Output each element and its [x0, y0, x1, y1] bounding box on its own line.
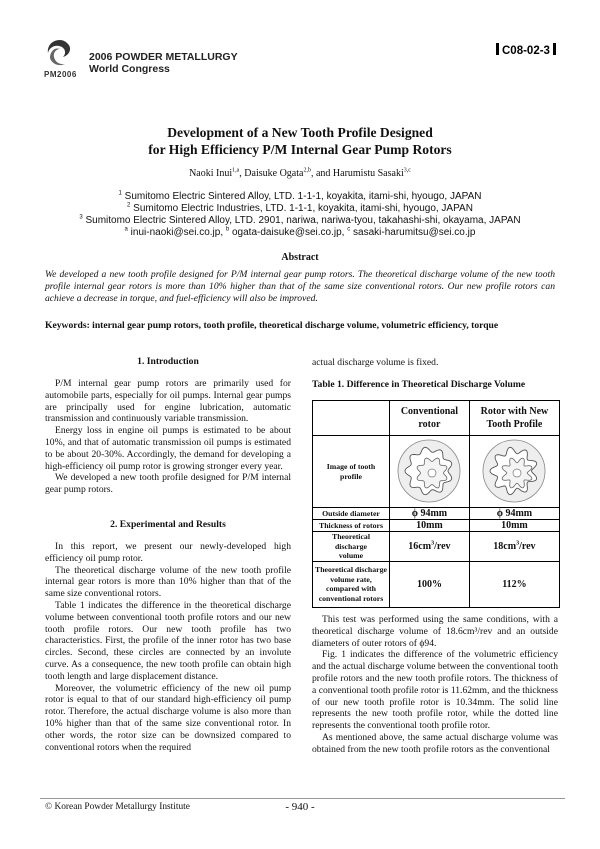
logo-year: PM2006	[44, 70, 77, 79]
left-column	[45, 356, 291, 753]
author-list: Naoki Inui$^{1,a}$, Daisuke Ogata$^{2,b}$, and Harumistu Sasaki$^{3,c}$	[189, 167, 411, 179]
abstract-heading: Abstract	[281, 252, 319, 263]
right-column-bottom	[312, 614, 558, 756]
footer-divider	[40, 798, 565, 799]
abstract-text: We developed a new tooth profile designed for P/M internal gear pump rotors. The theoretical discharge volume of the new tooth profile internal gear rotors is more than 10% higher than that of the same size conventional rotors. Our new profile rotors can achieve a decrease in torque, and fuel-efficiency will also be improved.	[45, 269, 555, 304]
keywords: Keywords: internal gear pump rotors, tooth profile, theoretical discharge volume, volumetric efficiency, torque	[45, 320, 499, 331]
section-heading-experimental: 2. Experimental and Results	[110, 518, 226, 530]
paper-code-text: C08-02-3	[502, 45, 550, 57]
title-line1: Development of a New Tooth Profile Designed	[167, 125, 433, 140]
author-1: Naoki Inui	[189, 168, 233, 179]
page-title	[0, 124, 600, 158]
conference-line2: World Congress	[89, 63, 170, 75]
email-b[interactable]: ogata-daisuke@sei.co.jp	[232, 227, 342, 238]
new-rotor-image	[469, 436, 559, 508]
paragraph: Moreover, the volumetric efficiency of the new oil pump rotor is equal to that of our standard high-efficiency oil pump rotor. Therefore, the actual discharge volume is also more than 10% higher than that of the same size conventional rotor. In other words, the rotor size can be downsized compared to conventional rotors when the required	[45, 682, 291, 753]
section-heading-introduction: 1. Introduction	[137, 356, 199, 367]
paper-code	[493, 43, 559, 57]
table-header-new: Rotor with New Tooth Profile	[469, 401, 559, 436]
affiliation-3: $^3$ Sumitomo Electric Sintered Alloy, LTD. 2901, nariwa, nariwa-tyou, takahashi-shi, okayama, JAPAN	[79, 214, 521, 226]
email-a[interactable]: inui-naoki@sei.co.jp	[130, 227, 221, 238]
table-cell: 10mm	[390, 520, 470, 532]
paragraph-continued: actual discharge volume is fixed.	[312, 357, 439, 368]
table-row-label: Image of tooth profile	[313, 436, 390, 508]
page-number: - 940 -	[285, 801, 315, 813]
table-cell: ϕ 94mm	[469, 508, 559, 520]
table-cell: ϕ 94mm	[390, 508, 470, 520]
rotor-gear-icon	[475, 437, 553, 505]
title-line2: for High Efficiency P/M Internal Gear Pump Rotors	[148, 142, 452, 157]
conference-line1: 2006 POWDER METALLURGY	[89, 51, 238, 63]
author-3: Harumistu Sasaki	[332, 168, 404, 179]
swirl-logo-icon	[44, 38, 76, 68]
paragraph: Fig. 1 indicates the difference of the volumetric efficiency and the actual discharge volume between the conventional tooth profile rotors and the new tooth profile rotors. The thickness of a conventional tooth profile rotor is 11.62mm, and the thickness of our new tooth profile rotor is 10.34mm. The solid line represents the new tooth profile rotor, while the dotted line represents the conventional tooth profile rotor.	[312, 649, 558, 732]
conventional-rotor-image	[390, 436, 470, 508]
paragraph: As mentioned above, the same actual discharge volume was obtained from the new tooth profile rotors as the conventional	[312, 731, 558, 755]
table-cell: 10mm	[469, 520, 559, 532]
table-cell: $18cm^3$/rev	[469, 532, 559, 562]
table-header-conventional: Conventional rotor	[390, 401, 470, 436]
email-c[interactable]: sasaki-harumitsu@sei.co.jp	[353, 227, 476, 238]
rotor-gear-icon	[390, 437, 468, 505]
paragraph: P/M internal gear pump rotors are primarily used for automobile parts, especially for oil pumps. Internal gear pumps are principally used for engine lubrication, automatic transmission and continuously variable transmission.	[45, 378, 291, 425]
paragraph: Energy loss in engine oil pumps is estimated to be about 10%, and that of automatic transmission oil pumps is estimated to be about 20-30%. Accordingly, the demand for developing a high-efficiency oil pump rotor is growing stronger every year.	[45, 425, 291, 472]
affiliation-1: $^1$ Sumitomo Electric Sintered Alloy, LTD. 1-1-1, koyakita, itami-shi, hyougo, JAPAN	[118, 190, 482, 202]
conference-name	[89, 51, 238, 75]
paragraph: Table 1 indicates the difference in the theoretical discharge volume between conventional tooth profile rotors and our new tooth profile rotors. Our new tooth profile has two characteristics. First, the profile of the inner rotor has two base circles. Second, these circles are connected by an involute curve. As a consequence, the new tooth profile can obtain high tooth length and large displacement distance.	[45, 599, 291, 682]
table-cell: 100%	[390, 561, 470, 607]
affiliations	[0, 191, 600, 239]
table-corner	[313, 401, 390, 436]
table-row-label: Theoretical discharge volume rate, compared with conventional rotors	[313, 561, 390, 607]
table-row-label: Thickness of rotors	[313, 520, 390, 532]
table-row-label: Theoretical discharge volume	[313, 532, 390, 562]
emails: $^a$ inui-naoki@sei.co.jp, $^b$ ogata-daisuke@sei.co.jp, $^c$ sasaki-harumitsu@sei.co.jp	[124, 226, 476, 238]
table-cell: 112%	[469, 561, 559, 607]
right-column-top	[312, 357, 558, 369]
paragraph: The theoretical discharge volume of the new tooth profile internal gear rotors is more than 10% higher than that of the same size conventional rotors.	[45, 564, 291, 600]
table-cell: $16cm^3$/rev	[390, 532, 470, 562]
paragraph: We developed a new tooth profile designed for P/M internal gear pump rotors.	[45, 472, 291, 496]
paragraph: This test was performed using the same conditions, with a theoretical discharge volume of 18.6cm³/rev and an outside diameters of outer rotors of ϕ94.	[312, 614, 558, 649]
author-2: Daisuke Ogata	[244, 168, 304, 179]
paragraph: In this report, we present our newly-developed high efficiency oil pump rotor.	[45, 540, 291, 564]
comparison-table	[312, 400, 560, 608]
table-row-label: Outside diameter	[313, 508, 390, 520]
table-caption: Table 1. Difference in Theoretical Discharge Volume	[312, 379, 526, 390]
affiliation-2: $^2$ Sumitomo Electric Industries, LTD. 1-1-1, koyakita, itami-shi, hyougo, JAPAN	[127, 202, 473, 214]
footer-copyright: © Korean Powder Metallurgy Institute	[45, 802, 190, 812]
